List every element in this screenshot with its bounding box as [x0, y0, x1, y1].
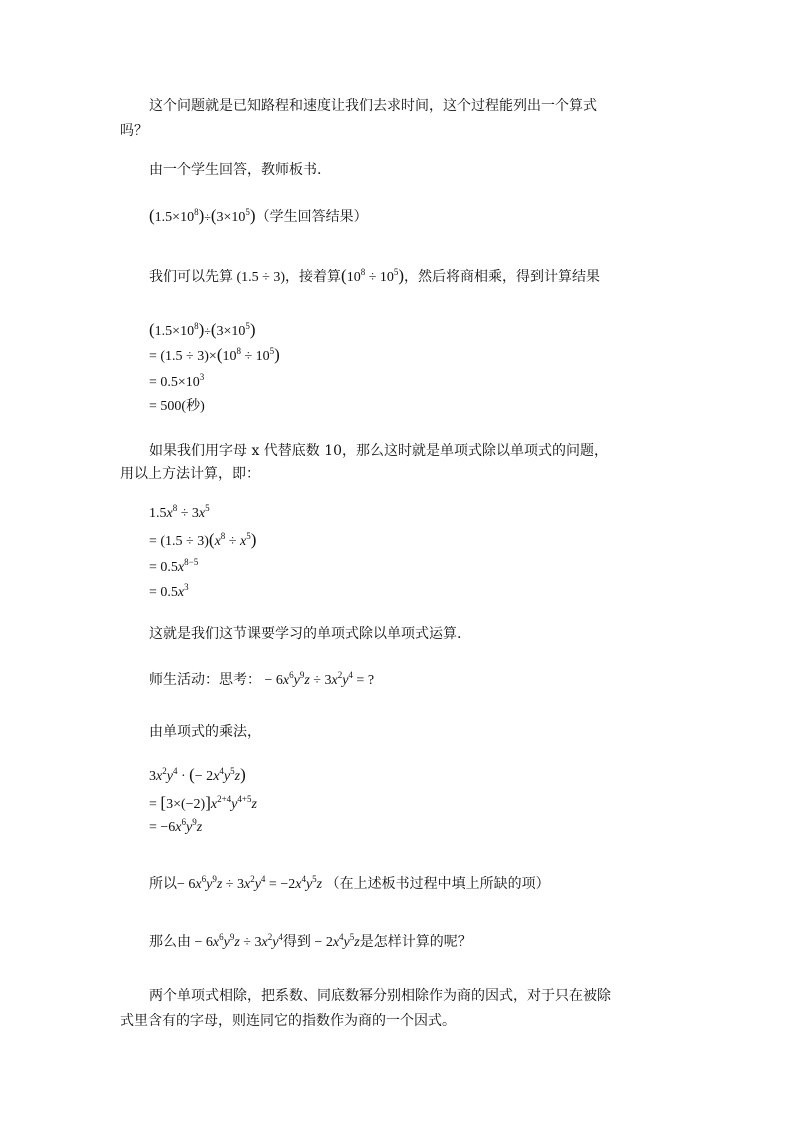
paragraph-line: 式里含有的字母，则连同它的指数作为商的一个因式。	[120, 1013, 456, 1029]
math-step: = $-6x^6y^9z$	[149, 817, 203, 835]
math-step: $(1.5\times 10^8)\div(3\times 10^5)$	[149, 320, 256, 339]
paragraph-line: 用以上方法计算，即：	[120, 466, 260, 482]
paragraph-line	[149, 874, 550, 895]
paragraph-line: 两个单项式相除，把系数、同底数幂分别相除作为商的因式，对于只在被除	[149, 988, 611, 1004]
paragraph-line: 这就是我们这节课要学习的单项式除以单项式运算.	[149, 626, 462, 642]
text-fragment: ，然后将商相乘，得到计算结果	[404, 269, 601, 285]
math-step: = $(1.5 \div 3)(x^8 \div x^5)$	[149, 530, 257, 549]
formula-line	[149, 206, 368, 228]
text-fragment: 我们可以先算	[149, 269, 233, 285]
paragraph-line: 如果我们用字母 x 代替底数 10，那么这时就是单项式除以单项式的问题，	[149, 443, 609, 459]
math-expression: $(1.5\times 10^8)\div(3\times 10^5)$	[149, 206, 256, 225]
text-fragment: 师生活动：思考：	[149, 672, 261, 688]
paragraph-line: 由单项式的乘法，	[149, 724, 261, 740]
paragraph-line	[149, 932, 472, 953]
math-step: = $[3\times(-2)]x^{2+4}y^{4+5}z$	[149, 793, 257, 812]
math-step: $1.5x^8 \div 3x^5$	[149, 503, 210, 521]
paragraph-line: 这个问题就是已知路程和速度让我们去求时间，这个过程能列出一个算式	[149, 98, 597, 114]
text-fragment: 所以	[149, 876, 177, 892]
math-step: = $0.5x^{8-5}$	[149, 557, 199, 575]
paragraph-line: 吗？	[120, 123, 148, 139]
text-fragment: ，接着算	[285, 269, 342, 285]
math-expression: $(10^8 \div 10^5)$	[341, 266, 405, 285]
paragraph-line	[149, 266, 600, 288]
text-fragment: 那么由	[149, 934, 191, 950]
text-fragment: （在上述板书过程中填上所缺的项）	[325, 876, 550, 892]
unit-label: (秒)	[181, 399, 205, 414]
text-fragment: 得到	[282, 934, 311, 950]
paragraph-line	[149, 670, 374, 691]
formula-note: （学生回答结果）	[255, 209, 368, 225]
paragraph-line: 由一个学生回答，教师板书.	[149, 162, 322, 178]
math-step: = $0.5\times 10^3$	[149, 372, 205, 390]
text-fragment: 是怎样计算的呢？	[359, 934, 472, 950]
math-step: = $0.5x^3$	[149, 582, 189, 600]
math-step: $3x^2y^4$ · (− $2x^4y^5z$)	[149, 765, 246, 784]
math-expression: − $6x^6y^9z \div 3x^2y^4 = -2x^4y^5z$	[177, 874, 323, 892]
math-step: = $(1.5 \div 3)\times(10^8 \div 10^5)$	[149, 345, 280, 364]
math-step: = 500(秒)	[149, 399, 205, 414]
math-expression: (1.5 ÷ 3)	[233, 270, 286, 285]
math-expression: − $6x^6y^9z \div 3x^2y^4$ = ?	[261, 670, 375, 688]
math-expression: − $2x^4y^5z$	[310, 932, 360, 950]
math-expression: − $6x^6y^9z \div 3x^2y^4$	[191, 932, 283, 950]
